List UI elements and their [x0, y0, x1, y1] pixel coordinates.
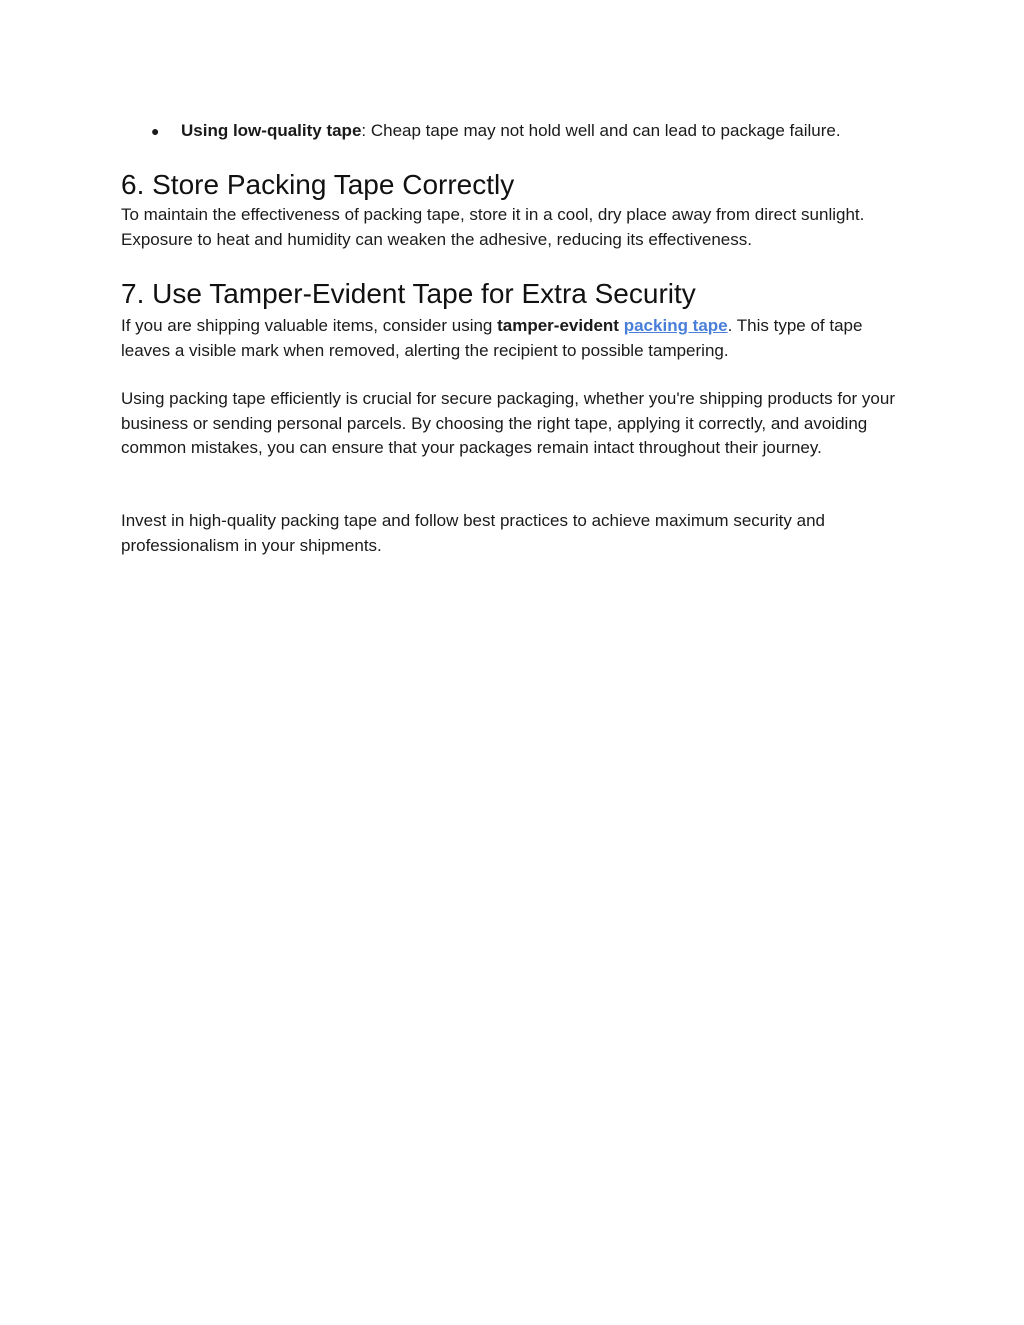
conclusion-paragraph-1: Using packing tape efficiently is crucial for secure packaging, whether you're shipping products for your business or sending personal parcels. By choosing the right tape, applying it correctly, and avoiding common mistakes, you can ensure that your packages remain intact throughout their journey.: [121, 389, 896, 457]
list-item-term: Using low-quality tape: [181, 121, 362, 140]
list-item-text: [181, 119, 841, 143]
section-body-tamper-evident: [121, 314, 896, 363]
body-text-after: . This type of tape leaves a visible mark when removed, alerting the recipient to possible tampering.: [121, 316, 863, 360]
body-text-before: If you are shipping valuable items, consider using: [121, 316, 498, 335]
bold-term-tamper-evident: tamper-evident: [497, 316, 619, 335]
list-item-description: : Cheap tape may not hold well and can lead to package failure.: [361, 121, 841, 140]
bullet-marker: ●: [151, 123, 160, 139]
section-heading-store-tape: 6. Store Packing Tape Correctly: [121, 169, 515, 200]
conclusion-paragraph-2: Invest in high-quality packing tape and follow best practices to achieve maximum security and professionalism in your shipments.: [121, 511, 825, 555]
packing-tape-link[interactable]: packing tape: [623, 316, 728, 335]
section-body-store-tape: To maintain the effectiveness of packing tape, store it in a cool, dry place away from direct sunlight. Exposure to heat and humidity can weaken the adhesive, reducing its effectiveness.: [121, 205, 865, 249]
section-heading-tamper-evident: 7. Use Tamper-Evident Tape for Extra Security: [121, 278, 696, 309]
